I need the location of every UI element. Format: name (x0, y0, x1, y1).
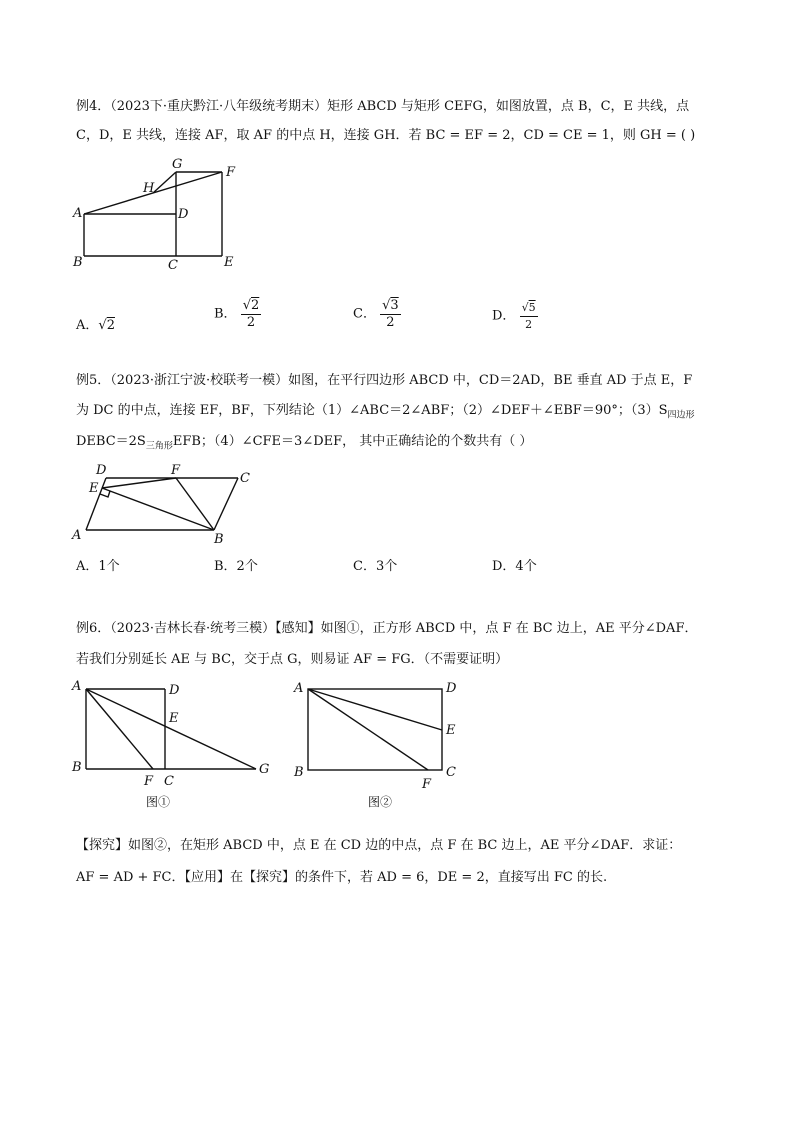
ex5-label-B: B (214, 532, 224, 547)
ex5-figure (66, 457, 266, 551)
ex6-question-line3: 【探究】如图②，在矩形 ABCD 中，点 E 在 CD 边的中点，点 F 在 BC 边上，AE 平分∠DAF．求证： (76, 838, 682, 853)
ex4-label-D: D (178, 207, 189, 222)
ex6-fig1-label-C: C (164, 774, 174, 789)
ex5-label-C: C (240, 471, 250, 486)
ex4-option-a: A．√2 (76, 318, 115, 333)
ex6-fig2-label-B: B (294, 765, 304, 780)
ex6-question-line2: 若我们分别延长 AE 与 BC，交于点 G，则易证 AF = FG．（不需要证明） (76, 652, 509, 667)
ex6-fig2-label-D: D (446, 681, 457, 696)
ex5-question-line3: $DEBC=2S_{三角形}EFB$；（4）∠CFE＝3∠DEF， 其中正确结论的个数共有（ ） (76, 434, 533, 452)
ex4-label-B: B (73, 255, 83, 270)
ex6-fig2-label-A: A (294, 681, 304, 696)
ex6-fig2-label-F: F (422, 777, 432, 792)
ex5-label-F: F (171, 463, 181, 478)
ex6-fig1-label-E: E (169, 711, 179, 726)
ex4-option-b: B． $\frac{√2}{2}$ (214, 298, 260, 330)
ex5-option-b: B．2个 (214, 559, 258, 574)
ex4-question-line1: 例4．（2023下·重庆黔江·八年级统考期末）矩形 ABCD 与矩形 CEFG，如图放置，点 B，C，E 共线，点 (76, 99, 690, 114)
ex6-question-line4: AF = AD + FC．【应用】在【探究】的条件下，若 AD = 6，DE = 2，直接写出 FC 的长. (76, 870, 608, 885)
ex6-fig1-caption: 图① (146, 795, 171, 809)
ex6-question-line1: 例6．（2023·吉林长春·统考三模）【感知】如图①，正方形 ABCD 中，点 F 在 BC 边上，AE 平分∠DAF． (76, 621, 698, 636)
ex4-figure (70, 156, 250, 275)
ex5-question-line1: 例5．（2023·浙江宁波·校联考一模）如图，在平行四边形 ABCD 中，CD＝2AD，BE 垂直 AD 于点 E，F (76, 373, 693, 388)
ex5-label-A: A (72, 528, 82, 543)
ex6-fig2-caption: 图② (368, 795, 393, 809)
ex5-option-a: A．1个 (76, 559, 120, 574)
ex4-label-E: E (224, 255, 234, 270)
ex4-label-C: C (168, 258, 178, 271)
ex6-fig1-label-B: B (72, 760, 82, 775)
ex4-label-G: G (172, 157, 183, 172)
ex5-option-c: C．3个 (353, 559, 398, 574)
ex4-option-d: D． $\frac{√5}{2}$ (492, 301, 536, 331)
ex4-option-c: C． $\frac{√3}{2}$ (353, 298, 399, 330)
ex4-label-A: A (73, 206, 83, 221)
ex4-question-line2: C，D，E 共线，连接 AF，取 AF 的中点 H，连接 GH．若 BC = EF = 2，CD = CE = 1，则 GH = ( ) (76, 128, 696, 143)
ex4-label-H: H (143, 181, 155, 196)
ex4-label-F: F (226, 165, 236, 180)
ex6-fig1-label-F: F (144, 774, 154, 789)
ex5-question-line2: 为 DC 的中点，连接 EF，BF，下列结论（1）∠ABC＝2∠ABF；（2）∠DEF＋∠EBF＝90°；$(3)S_{四边形}$ (76, 403, 695, 421)
ex5-label-D: D (96, 463, 107, 478)
ex6-figure-2 (288, 675, 468, 819)
ex6-figure-1 (66, 675, 276, 819)
ex5-label-E: E (89, 481, 99, 496)
ex6-fig2-label-E: E (446, 723, 456, 738)
ex6-fig1-label-A: A (72, 679, 82, 694)
ex6-fig2-label-C: C (446, 765, 456, 780)
ex6-fig1-label-D: D (169, 683, 180, 698)
ex6-fig1-label-G: G (259, 762, 270, 777)
ex5-option-d: D．4个 (492, 559, 537, 574)
